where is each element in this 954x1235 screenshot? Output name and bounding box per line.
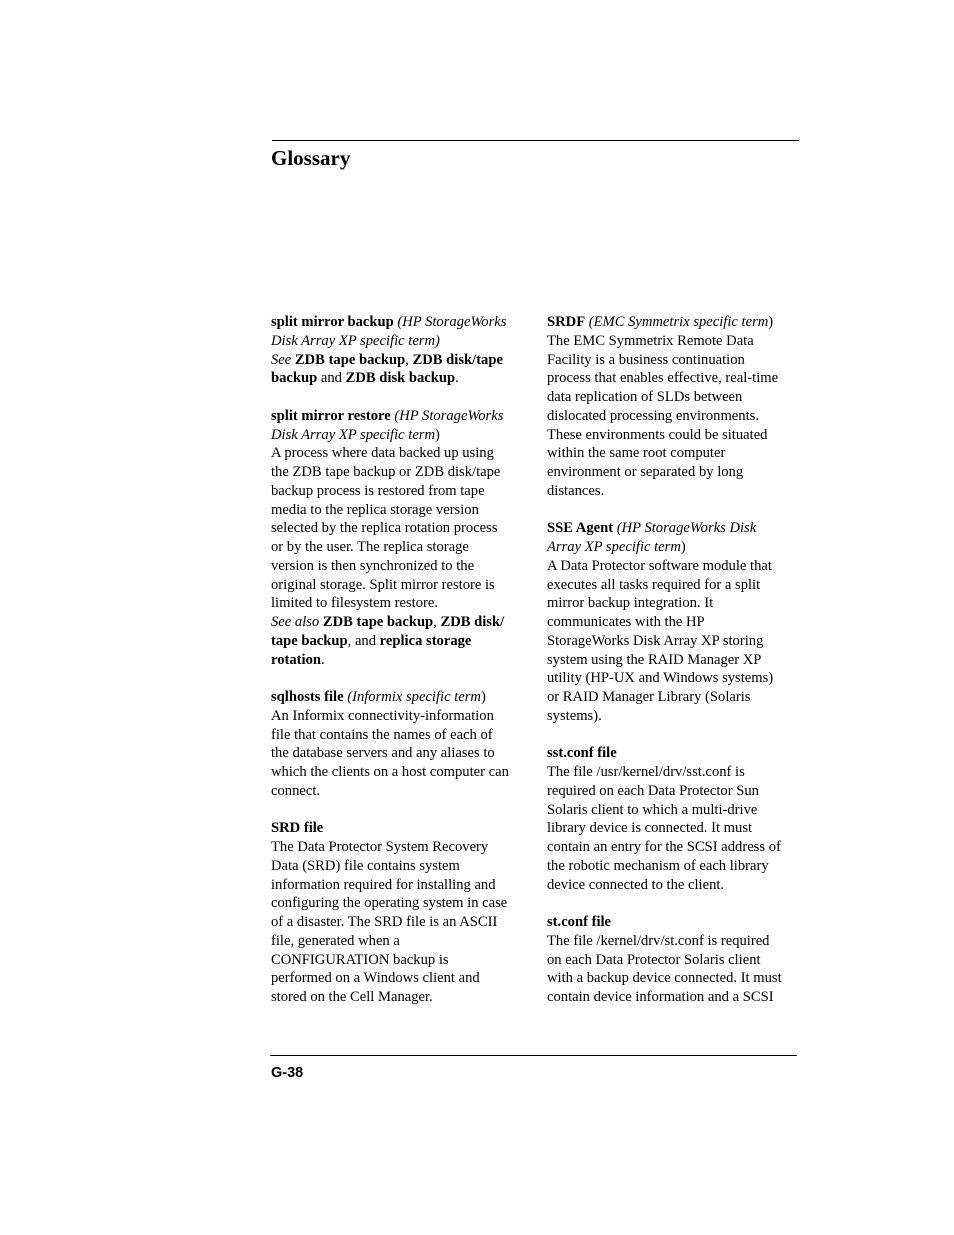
see-label: See [271, 351, 292, 368]
definition-line: library device is connected. It must [547, 820, 753, 837]
definition-line: the ZDB tape backup or ZDB disk/tape [271, 464, 501, 480]
definition-line: original storage. Split mirror restore is [271, 576, 495, 593]
glossary-term: st.conf file [547, 914, 612, 930]
definition-line: process that enables effective, real-time [547, 370, 779, 387]
definition-line: media to the replica storage version [271, 501, 479, 518]
glossary-term: sqlhosts file [271, 689, 344, 705]
separator: , and [347, 632, 380, 649]
glossary-term: split mirror backup [271, 314, 394, 330]
definition-line: environment or separated by long [547, 464, 744, 480]
glossary-column-right [547, 313, 803, 1026]
definition-line: limited to filesystem restore. [271, 595, 438, 612]
glossary-term: SRD file [271, 820, 324, 837]
glossary-column-left [271, 313, 526, 1026]
definition-line: required on each Data Protector Sun [547, 782, 759, 799]
see-reference-line [271, 369, 526, 388]
definition-line: distances. [547, 482, 605, 499]
definition-line: The EMC Symmetrix Remote Data [547, 332, 754, 349]
cross-reference-link[interactable]: replica storage [379, 632, 472, 649]
separator: ) [680, 539, 686, 555]
definition-line: StorageWorks Disk Array XP storing [547, 632, 764, 649]
definition-line: The Data Protector System Recovery [271, 839, 489, 855]
definition-line: configuring the operating system in case [271, 895, 508, 912]
definition-line: contain an entry for the SCSI address of [547, 839, 781, 855]
separator: ) [435, 426, 440, 443]
term-qualifier: (Informix specific term [343, 689, 481, 705]
separator: , [405, 351, 413, 368]
definition-line: within the same root computer [547, 445, 726, 462]
definition-line: data replication of SLDs between [547, 389, 743, 405]
definition-line: which the clients on a host computer can [271, 764, 509, 780]
cross-reference-link[interactable]: ZDB disk/tape [412, 351, 503, 368]
term-qualifier: (HP StorageWorks [393, 314, 507, 330]
definition-line: CONFIGURATION backup is [271, 951, 449, 968]
definition-line: contain device information and a SCSI [547, 989, 774, 1005]
see-also-line [271, 651, 526, 670]
definition-line: or RAID Manager Library (Solaris [547, 689, 751, 705]
definition-line: backup process is restored from tape [271, 482, 485, 499]
separator: , [433, 614, 441, 630]
definition-line: Data (SRD) file contains system [271, 857, 460, 874]
definition-line: information required for installing and [271, 876, 496, 893]
separator: ) [480, 689, 486, 705]
definition-line: connect. [271, 782, 321, 799]
definition-line: executes all tasks required for a split [547, 576, 761, 593]
glossary-entry-srdf [547, 313, 803, 501]
definition-line: of a disaster. The SRD file is an ASCII [271, 914, 498, 930]
definition-line: Solaris client to which a multi-drive [547, 801, 758, 818]
term-qualifier: Disk Array XP specific term [271, 426, 436, 443]
entry-heading-line [271, 332, 526, 351]
separator: and [317, 370, 346, 387]
definition-line: The file /usr/kernel/drv/sst.conf is [547, 764, 745, 780]
term-qualifier: (HP StorageWorks Disk [613, 520, 757, 537]
cross-reference-link[interactable]: backup [271, 370, 318, 387]
definition-line: An Informix connectivity-information [271, 707, 494, 724]
entry-heading-line [547, 538, 803, 557]
entry-heading-line [271, 688, 526, 707]
entry-heading-line [271, 407, 526, 426]
glossary-term: SRDF [547, 314, 586, 330]
see-also-label: See also [271, 614, 320, 630]
definition-line: mirror backup integration. It [547, 595, 714, 612]
definition-line: utility (HP-UX and Windows systems) [547, 670, 774, 687]
cross-reference-link[interactable]: ZDB disk/ [440, 614, 505, 630]
cross-reference-link[interactable]: ZDB tape backup [319, 614, 434, 630]
definition-line: file that contains the names of each of [271, 726, 493, 743]
glossary-entry-split-mirror-restore [271, 407, 526, 670]
definition-line: communicates with the HP [547, 614, 705, 630]
definition-line: the robotic mechanism of each library [547, 857, 769, 874]
cross-reference-link[interactable]: tape backup [271, 632, 348, 649]
definition-line: A process where data backed up using [271, 445, 494, 462]
term-qualifier: (EMC Symmetrix specific term [585, 314, 769, 330]
definition-line: selected by the replica rotation process [271, 520, 498, 537]
footer-rule [270, 1055, 797, 1056]
definition-line: device connected to the client. [547, 876, 725, 893]
entry-heading-line [547, 519, 803, 538]
glossary-term: split mirror restore [271, 407, 391, 424]
term-qualifier: (HP StorageWorks [390, 407, 504, 424]
term-qualifier: Disk Array XP specific term) [271, 332, 440, 349]
definition-line: Facility is a business continuation [547, 351, 745, 368]
definition-line: These environments could be situated [547, 426, 768, 443]
separator: . [455, 370, 459, 387]
definition-line: with a backup device connected. It must [547, 970, 782, 987]
page-title: Glossary [271, 146, 351, 170]
term-qualifier: Array XP specific term [547, 539, 681, 555]
entry-heading-line [271, 313, 526, 332]
definition-line: system using the RAID Manager XP [547, 651, 762, 668]
glossary-entry-srd-file [271, 819, 526, 1007]
see-reference-line [271, 351, 526, 370]
glossary-term: sst.conf file [547, 745, 617, 762]
entry-heading-line [271, 426, 526, 445]
glossary-entry-sse-agent [547, 519, 803, 725]
definition-line: A Data Protector software module that [547, 557, 772, 574]
definition-line: on each Data Protector Solaris client [547, 951, 761, 968]
entry-heading-line [547, 313, 803, 332]
glossary-entry-sst-conf-file [547, 744, 803, 894]
glossary-entry-sqlhosts-file [271, 688, 526, 801]
definition-line: file, generated when a [271, 932, 400, 949]
see-also-line [271, 613, 526, 632]
cross-reference-link[interactable]: ZDB disk backup [345, 370, 456, 387]
cross-reference-link[interactable]: rotation [271, 651, 321, 668]
glossary-entry-st-conf-file [547, 913, 803, 1007]
separator: . [321, 651, 325, 668]
header-rule [272, 140, 799, 141]
cross-reference-link[interactable]: ZDB tape backup [291, 351, 406, 368]
see-also-line [271, 632, 526, 651]
definition-line: performed on a Windows client and [271, 970, 480, 987]
definition-line: systems). [547, 707, 602, 724]
definition-line: the database servers and any aliases to [271, 745, 495, 762]
page-number: G-38 [271, 1065, 304, 1081]
glossary-term: SSE Agent [547, 520, 614, 537]
definition-line: stored on the Cell Manager. [271, 989, 433, 1005]
separator: ) [768, 314, 774, 330]
definition-line: version is then synchronized to the [271, 557, 475, 574]
definition-line: dislocated processing environments. [547, 407, 759, 424]
definition-line: or by the user. The replica storage [271, 539, 469, 555]
glossary-entry-split-mirror-backup [271, 313, 526, 388]
definition-line: The file /kernel/drv/st.conf is required [547, 932, 770, 949]
